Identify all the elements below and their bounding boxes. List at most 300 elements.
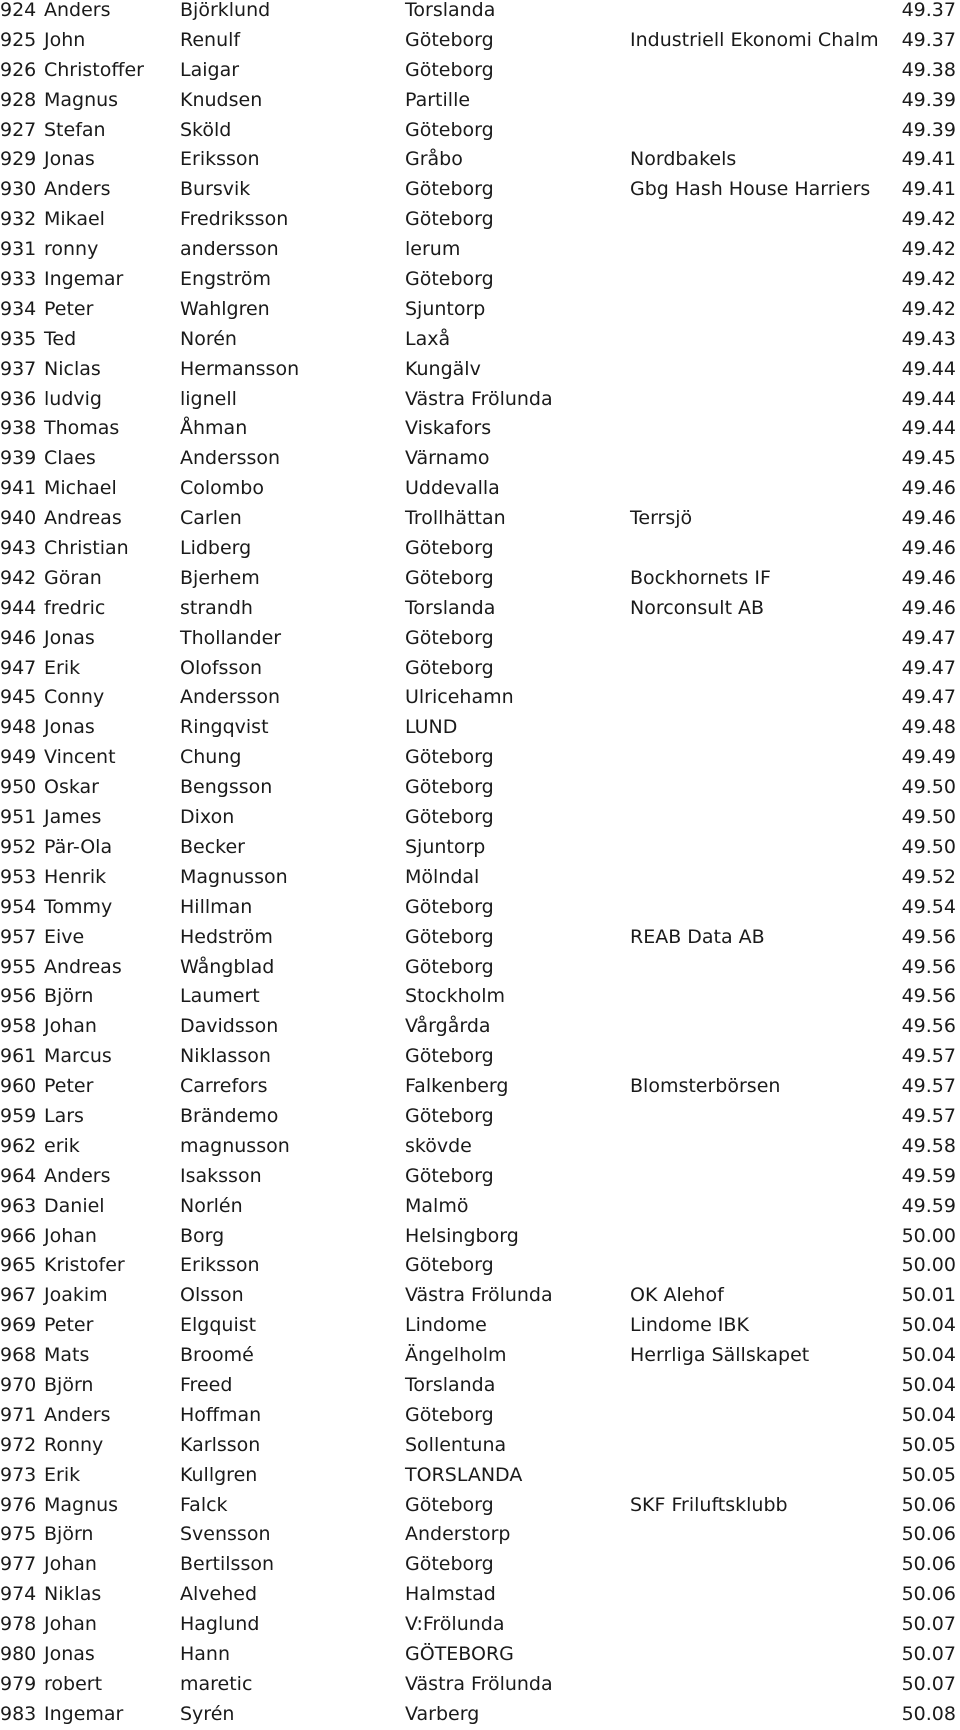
first-name: ludvig xyxy=(44,387,102,410)
city: skövde xyxy=(405,1134,472,1157)
position: 930 xyxy=(0,178,37,201)
finish-time: 50.04 xyxy=(901,1314,956,1337)
result-row xyxy=(0,385,960,415)
last-name: magnusson xyxy=(180,1134,290,1157)
finish-time: 49.37 xyxy=(901,28,956,51)
last-name: Thollander xyxy=(180,626,282,649)
city: Göteborg xyxy=(405,566,494,589)
first-name: Magnus xyxy=(44,1493,119,1516)
city: LUND xyxy=(405,716,458,739)
finish-time: 49.46 xyxy=(901,477,956,500)
finish-time: 49.42 xyxy=(901,297,956,320)
result-row xyxy=(0,594,960,624)
city: Göteborg xyxy=(405,178,494,201)
last-name: Haglund xyxy=(180,1613,260,1636)
city: Göteborg xyxy=(405,1104,494,1127)
first-name: Anders xyxy=(44,1164,111,1187)
club: Bockhornets IF xyxy=(630,566,771,589)
position: 974 xyxy=(0,1583,37,1606)
city: Göteborg xyxy=(405,955,494,978)
last-name: Björklund xyxy=(180,0,271,21)
city: Göteborg xyxy=(405,1403,494,1426)
finish-time: 50.01 xyxy=(901,1284,956,1307)
finish-time: 49.46 xyxy=(901,507,956,530)
city: Göteborg xyxy=(405,626,494,649)
last-name: Syrén xyxy=(180,1702,235,1725)
last-name: Laigar xyxy=(180,58,240,81)
first-name: Peter xyxy=(44,1075,94,1098)
result-row xyxy=(0,1401,960,1431)
position: 932 xyxy=(0,208,37,231)
finish-time: 50.06 xyxy=(901,1583,956,1606)
last-name: Olofsson xyxy=(180,656,263,679)
position: 966 xyxy=(0,1224,37,1247)
first-name: Eive xyxy=(44,925,85,948)
last-name: Engström xyxy=(180,268,271,291)
result-row xyxy=(0,1341,960,1371)
position: 968 xyxy=(0,1344,37,1367)
finish-time: 50.04 xyxy=(901,1344,956,1367)
last-name: Bengsson xyxy=(180,776,273,799)
city: Västra Frölunda xyxy=(405,1284,553,1307)
city: V:Frölunda xyxy=(405,1613,505,1636)
first-name: John xyxy=(44,28,86,51)
finish-time: 50.05 xyxy=(901,1433,956,1456)
result-row xyxy=(0,1550,960,1580)
result-row xyxy=(0,1610,960,1640)
city: Göteborg xyxy=(405,58,494,81)
last-name: maretic xyxy=(180,1672,253,1695)
finish-time: 49.57 xyxy=(901,1075,956,1098)
last-name: lignell xyxy=(180,387,237,410)
position: 967 xyxy=(0,1284,37,1307)
first-name: Björn xyxy=(44,1523,94,1546)
finish-time: 49.47 xyxy=(901,686,956,709)
first-name: Tommy xyxy=(44,895,113,918)
result-row xyxy=(0,743,960,773)
last-name: Hoffman xyxy=(180,1403,262,1426)
last-name: Eriksson xyxy=(180,1254,260,1277)
finish-time: 49.46 xyxy=(901,566,956,589)
city: Västra Frölunda xyxy=(405,1672,553,1695)
finish-time: 50.04 xyxy=(901,1403,956,1426)
result-row xyxy=(0,444,960,474)
result-row xyxy=(0,235,960,265)
finish-time: 49.37 xyxy=(901,0,956,21)
result-row xyxy=(0,355,960,385)
first-name: Jonas xyxy=(44,148,95,171)
finish-time: 49.42 xyxy=(901,268,956,291)
result-row xyxy=(0,145,960,175)
city: GÖTEBORG xyxy=(405,1642,514,1665)
first-name: Björn xyxy=(44,985,94,1008)
city: lerum xyxy=(405,238,461,261)
first-name: Michael xyxy=(44,477,117,500)
position: 935 xyxy=(0,327,37,350)
last-name: Ringqvist xyxy=(180,716,269,739)
position: 956 xyxy=(0,985,37,1008)
city: Falkenberg xyxy=(405,1075,509,1098)
position: 928 xyxy=(0,88,37,111)
city: Sjuntorp xyxy=(405,835,486,858)
club: Industriell Ekonomi Chalm xyxy=(630,28,879,51)
first-name: Jonas xyxy=(44,716,95,739)
result-row xyxy=(0,1072,960,1102)
finish-time: 49.56 xyxy=(901,955,956,978)
position: 927 xyxy=(0,118,37,141)
first-name: Claes xyxy=(44,447,96,470)
position: 948 xyxy=(0,716,37,739)
last-name: Hann xyxy=(180,1642,231,1665)
position: 955 xyxy=(0,955,37,978)
last-name: Hermansson xyxy=(180,357,300,380)
city: Malmö xyxy=(405,1194,469,1217)
city: Gråbo xyxy=(405,148,463,171)
city: Stockholm xyxy=(405,985,506,1008)
finish-time: 50.07 xyxy=(901,1642,956,1665)
city: Göteborg xyxy=(405,537,494,560)
result-row xyxy=(0,1012,960,1042)
result-row xyxy=(0,893,960,923)
last-name: Andersson xyxy=(180,686,281,709)
last-name: andersson xyxy=(180,238,279,261)
last-name: Bertilsson xyxy=(180,1553,275,1576)
first-name: Johan xyxy=(44,1224,97,1247)
result-row xyxy=(0,833,960,863)
finish-time: 49.44 xyxy=(901,357,956,380)
result-row xyxy=(0,1491,960,1521)
city: Västra Frölunda xyxy=(405,387,553,410)
last-name: Bursvik xyxy=(180,178,251,201)
result-row xyxy=(0,683,960,713)
finish-time: 49.42 xyxy=(901,238,956,261)
result-row xyxy=(0,1281,960,1311)
position: 934 xyxy=(0,297,37,320)
first-name: Erik xyxy=(44,656,81,679)
finish-time: 49.50 xyxy=(901,835,956,858)
city: Kungälv xyxy=(405,357,481,380)
city: Göteborg xyxy=(405,1493,494,1516)
city: Partille xyxy=(405,88,471,111)
last-name: Andersson xyxy=(180,447,281,470)
finish-time: 49.59 xyxy=(901,1194,956,1217)
position: 949 xyxy=(0,746,37,769)
last-name: Norén xyxy=(180,327,237,350)
result-row xyxy=(0,1132,960,1162)
city: Göteborg xyxy=(405,208,494,231)
first-name: Johan xyxy=(44,1613,97,1636)
position: 969 xyxy=(0,1314,37,1337)
finish-time: 49.58 xyxy=(901,1134,956,1157)
last-name: Norlén xyxy=(180,1194,243,1217)
finish-time: 50.05 xyxy=(901,1463,956,1486)
city: Värnamo xyxy=(405,447,490,470)
club: SKF Friluftsklubb xyxy=(630,1493,788,1516)
result-row xyxy=(0,175,960,205)
result-row xyxy=(0,265,960,295)
position: 975 xyxy=(0,1523,37,1546)
club: Terrsjö xyxy=(630,507,693,530)
finish-time: 49.56 xyxy=(901,985,956,1008)
result-row xyxy=(0,86,960,116)
position: 952 xyxy=(0,835,37,858)
last-name: Alvehed xyxy=(180,1583,258,1606)
last-name: Carlen xyxy=(180,507,242,530)
position: 938 xyxy=(0,417,37,440)
last-name: Renulf xyxy=(180,28,241,51)
city: Uddevalla xyxy=(405,477,500,500)
position: 977 xyxy=(0,1553,37,1576)
first-name: Lars xyxy=(44,1104,84,1127)
result-row xyxy=(0,773,960,803)
first-name: Daniel xyxy=(44,1194,105,1217)
city: Torslanda xyxy=(405,0,496,21)
finish-time: 49.39 xyxy=(901,118,956,141)
first-name: James xyxy=(44,806,102,829)
position: 950 xyxy=(0,776,37,799)
city: Anderstorp xyxy=(405,1523,511,1546)
first-name: Kristofer xyxy=(44,1254,125,1277)
last-name: Becker xyxy=(180,835,245,858)
last-name: Åhman xyxy=(180,417,248,440)
result-row xyxy=(0,325,960,355)
first-name: Ingemar xyxy=(44,268,124,291)
club: OK Alehof xyxy=(630,1284,724,1307)
finish-time: 50.08 xyxy=(901,1702,956,1725)
first-name: Christian xyxy=(44,537,129,560)
result-row xyxy=(0,803,960,833)
city: Göteborg xyxy=(405,1553,494,1576)
finish-time: 49.41 xyxy=(901,178,956,201)
last-name: Fredriksson xyxy=(180,208,289,231)
city: Göteborg xyxy=(405,925,494,948)
result-row xyxy=(0,1431,960,1461)
position: 961 xyxy=(0,1045,37,1068)
last-name: Kullgren xyxy=(180,1463,258,1486)
last-name: Magnusson xyxy=(180,865,288,888)
result-row xyxy=(0,982,960,1012)
first-name: Ronny xyxy=(44,1433,104,1456)
city: Sollentuna xyxy=(405,1433,507,1456)
city: Lindome xyxy=(405,1314,487,1337)
finish-time: 49.38 xyxy=(901,58,956,81)
result-row xyxy=(0,624,960,654)
last-name: Borg xyxy=(180,1224,225,1247)
last-name: Davidsson xyxy=(180,1015,279,1038)
finish-time: 49.49 xyxy=(901,746,956,769)
first-name: erik xyxy=(44,1134,80,1157)
last-name: Olsson xyxy=(180,1284,244,1307)
result-row xyxy=(0,1520,960,1550)
result-row xyxy=(0,1251,960,1281)
last-name: Carrefors xyxy=(180,1075,268,1098)
first-name: ronny xyxy=(44,238,99,261)
first-name: Niklas xyxy=(44,1583,102,1606)
finish-time: 49.56 xyxy=(901,925,956,948)
result-row xyxy=(0,504,960,534)
first-name: Niclas xyxy=(44,357,101,380)
position: 954 xyxy=(0,895,37,918)
city: Göteborg xyxy=(405,268,494,291)
position: 947 xyxy=(0,656,37,679)
result-row xyxy=(0,534,960,564)
position: 958 xyxy=(0,1015,37,1038)
last-name: Lidberg xyxy=(180,537,252,560)
last-name: Hedström xyxy=(180,925,273,948)
position: 957 xyxy=(0,925,37,948)
last-name: Hillman xyxy=(180,895,253,918)
finish-time: 49.44 xyxy=(901,417,956,440)
finish-time: 49.41 xyxy=(901,148,956,171)
finish-time: 49.39 xyxy=(901,88,956,111)
first-name: Christoffer xyxy=(44,58,144,81)
city: Ängelholm xyxy=(405,1344,507,1367)
position: 973 xyxy=(0,1463,37,1486)
last-name: Isaksson xyxy=(180,1164,262,1187)
city: Göteborg xyxy=(405,1164,494,1187)
position: 940 xyxy=(0,507,37,530)
city: Göteborg xyxy=(405,28,494,51)
finish-time: 49.46 xyxy=(901,596,956,619)
first-name: Andreas xyxy=(44,507,122,530)
finish-time: 49.57 xyxy=(901,1104,956,1127)
position: 924 xyxy=(0,0,37,21)
position: 936 xyxy=(0,387,37,410)
result-row xyxy=(0,564,960,594)
position: 964 xyxy=(0,1164,37,1187)
result-row xyxy=(0,295,960,325)
first-name: Magnus xyxy=(44,88,119,111)
finish-time: 49.52 xyxy=(901,865,956,888)
first-name: Jonas xyxy=(44,1642,95,1665)
position: 937 xyxy=(0,357,37,380)
last-name: Svensson xyxy=(180,1523,271,1546)
result-row xyxy=(0,1102,960,1132)
result-row xyxy=(0,1640,960,1670)
last-name: Freed xyxy=(180,1373,233,1396)
club: Nordbakels xyxy=(630,148,737,171)
city: Göteborg xyxy=(405,806,494,829)
club: REAB Data AB xyxy=(630,925,765,948)
position: 933 xyxy=(0,268,37,291)
city: Göteborg xyxy=(405,746,494,769)
last-name: Sköld xyxy=(180,118,232,141)
result-row xyxy=(0,1042,960,1072)
position: 979 xyxy=(0,1672,37,1695)
finish-time: 49.43 xyxy=(901,327,956,350)
result-row xyxy=(0,1670,960,1700)
first-name: Johan xyxy=(44,1553,97,1576)
finish-time: 50.06 xyxy=(901,1553,956,1576)
last-name: Elgquist xyxy=(180,1314,257,1337)
last-name: Broomé xyxy=(180,1344,254,1367)
city: Varberg xyxy=(405,1702,480,1725)
city: Göteborg xyxy=(405,1045,494,1068)
finish-time: 49.44 xyxy=(901,387,956,410)
last-name: Eriksson xyxy=(180,148,260,171)
result-row xyxy=(0,953,960,983)
position: 931 xyxy=(0,238,37,261)
position: 976 xyxy=(0,1493,37,1516)
position: 980 xyxy=(0,1642,37,1665)
city: Viskafors xyxy=(405,417,492,440)
result-row xyxy=(0,654,960,684)
position: 943 xyxy=(0,537,37,560)
result-row xyxy=(0,1192,960,1222)
position: 965 xyxy=(0,1254,37,1277)
first-name: robert xyxy=(44,1672,103,1695)
city: Torslanda xyxy=(405,596,496,619)
last-name: Laumert xyxy=(180,985,260,1008)
first-name: Stefan xyxy=(44,118,106,141)
result-row xyxy=(0,863,960,893)
position: 925 xyxy=(0,28,37,51)
city: Sjuntorp xyxy=(405,297,486,320)
last-name: Chung xyxy=(180,746,242,769)
finish-time: 49.50 xyxy=(901,806,956,829)
finish-time: 50.06 xyxy=(901,1493,956,1516)
position: 939 xyxy=(0,447,37,470)
city: Göteborg xyxy=(405,895,494,918)
position: 929 xyxy=(0,148,37,171)
position: 983 xyxy=(0,1702,37,1725)
position: 944 xyxy=(0,596,37,619)
club: Gbg Hash House Harriers xyxy=(630,178,871,201)
city: Helsingborg xyxy=(405,1224,519,1247)
finish-time: 50.00 xyxy=(901,1224,956,1247)
last-name: Karlsson xyxy=(180,1433,261,1456)
first-name: Joakim xyxy=(44,1284,108,1307)
result-row xyxy=(0,205,960,235)
last-name: Falck xyxy=(180,1493,228,1516)
finish-time: 49.57 xyxy=(901,1045,956,1068)
first-name: Ted xyxy=(44,327,77,350)
result-row xyxy=(0,1580,960,1610)
position: 970 xyxy=(0,1373,37,1396)
result-row xyxy=(0,0,960,26)
last-name: Knudsen xyxy=(180,88,263,111)
position: 971 xyxy=(0,1403,37,1426)
last-name: Colombo xyxy=(180,477,264,500)
result-row xyxy=(0,26,960,56)
result-row xyxy=(0,474,960,504)
club: Norconsult AB xyxy=(630,596,765,619)
city: Laxå xyxy=(405,327,451,350)
last-name: Niklasson xyxy=(180,1045,271,1068)
first-name: Andreas xyxy=(44,955,122,978)
last-name: Bjerhem xyxy=(180,566,260,589)
position: 945 xyxy=(0,686,37,709)
finish-time: 50.07 xyxy=(901,1613,956,1636)
last-name: Brändemo xyxy=(180,1104,279,1127)
position: 953 xyxy=(0,865,37,888)
position: 959 xyxy=(0,1104,37,1127)
finish-time: 49.48 xyxy=(901,716,956,739)
result-row xyxy=(0,1311,960,1341)
finish-time: 49.42 xyxy=(901,208,956,231)
result-row xyxy=(0,1222,960,1252)
position: 962 xyxy=(0,1134,37,1157)
city: Ulricehamn xyxy=(405,686,514,709)
last-name: Wahlgren xyxy=(180,297,270,320)
finish-time: 50.00 xyxy=(901,1254,956,1277)
result-row xyxy=(0,713,960,743)
last-name: strandh xyxy=(180,596,253,619)
finish-time: 49.54 xyxy=(901,895,956,918)
result-row xyxy=(0,1461,960,1491)
city: Göteborg xyxy=(405,1254,494,1277)
finish-time: 50.04 xyxy=(901,1373,956,1396)
